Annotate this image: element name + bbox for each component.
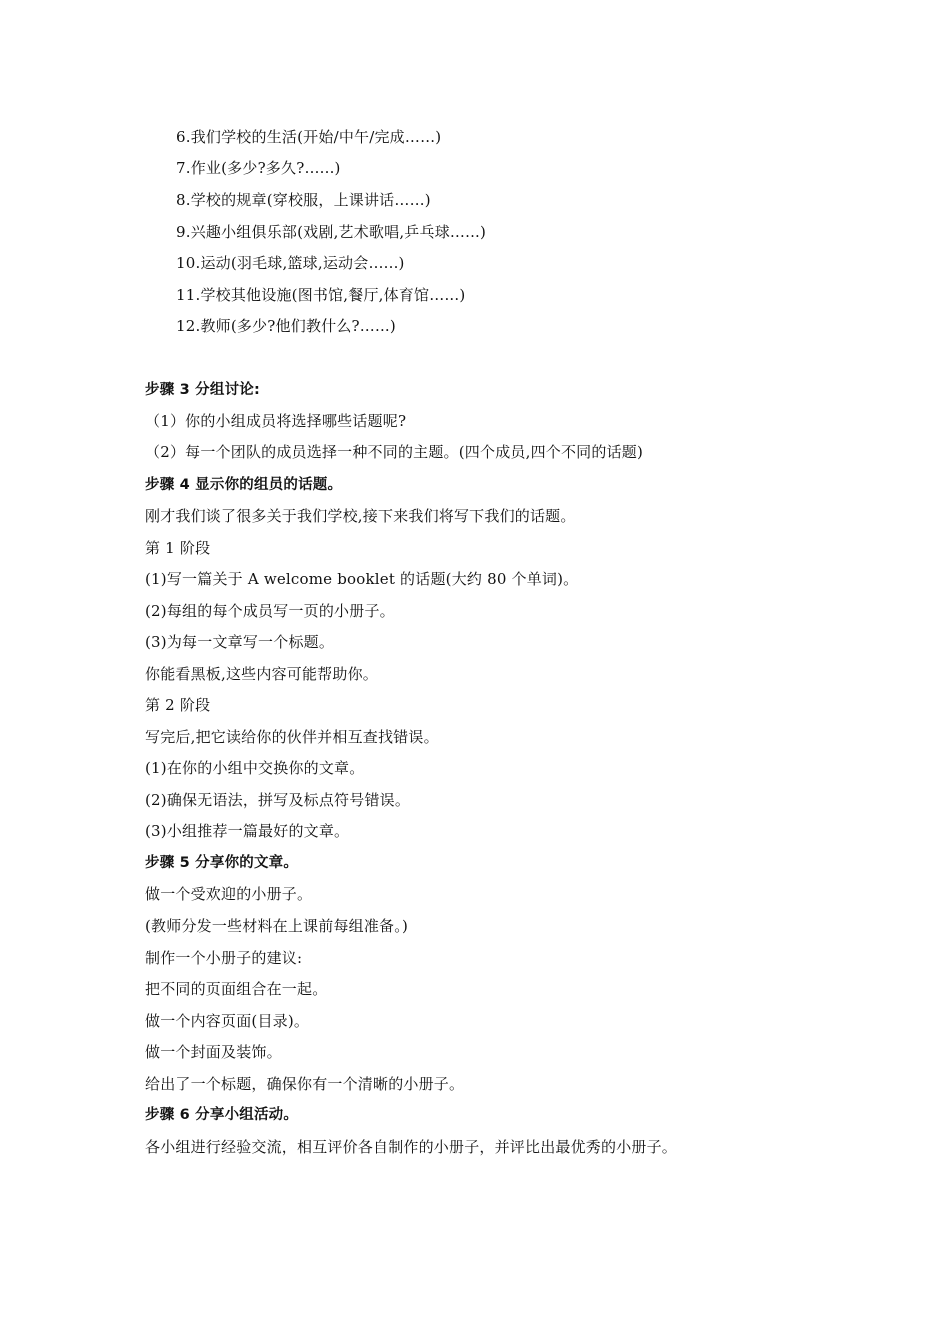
- step4-line: (1)在你的小组中交换你的文章。: [145, 759, 365, 777]
- topic-item: 9.兴趣小组俱乐部(戏剧,艺术歌唱,乒乓球…...): [176, 223, 487, 241]
- step3-line: （1）你的小组成员将选择哪些话题呢?: [145, 412, 407, 430]
- step4-line: 刚才我们谈了很多关于我们学校,接下来我们将写下我们的话题。: [145, 507, 576, 525]
- topic-item: 10.运动(羽毛球,篮球,运动会…...): [176, 254, 405, 272]
- step5-line: 制作一个小册子的建议:: [145, 949, 303, 967]
- step4-line: (3)为每一文章写一个标题。: [145, 633, 335, 651]
- step5-line: 做一个封面及装饰。: [145, 1043, 282, 1061]
- step4-heading: 步骤 4 显示你的组员的话题。: [145, 477, 343, 493]
- topic-item: 12.教师(多少?他们教什么?…...): [176, 317, 396, 335]
- step3-line: （2）每一个团队的成员选择一种不同的主题。(四个成员,四个不同的话题): [145, 443, 644, 461]
- step5-line: 把不同的页面组合在一起。: [145, 980, 328, 998]
- step4-line: (1)写一篇关于 A welcome booklet 的话题(大约 80 个单词)。: [145, 570, 579, 588]
- step6-heading: 步骤 6 分享小组活动。: [145, 1107, 299, 1123]
- step4-line: 写完后,把它读给你的伙伴并相互查找错误。: [145, 728, 439, 746]
- topic-item: 6.我们学校的生活(开始/中午/完成……): [176, 128, 442, 146]
- step4-line: (2)每组的每个成员写一页的小册子。: [145, 602, 395, 620]
- step5-heading: 步骤 5 分享你的文章。: [145, 855, 299, 871]
- topic-item: 11.学校其他设施(图书馆,餐厅,体育馆…...): [176, 286, 466, 304]
- step3-heading: 步骤 3 分组讨论:: [145, 382, 260, 398]
- step4-line: (2)确保无语法，拼写及标点符号错误。: [145, 791, 411, 809]
- topic-item: 7.作业(多少?多久?…...): [176, 159, 341, 177]
- stage-1-label: 第 1 阶段: [145, 539, 211, 557]
- step4-line: (3)小组推荐一篇最好的文章。: [145, 822, 350, 840]
- step5-line: (教师分发一些材料在上课前每组准备。): [145, 917, 409, 935]
- step5-line: 做一个受欢迎的小册子。: [145, 885, 313, 903]
- stage-2-label: 第 2 阶段: [145, 696, 211, 714]
- step4-line: 你能看黑板,这些内容可能帮助你。: [145, 665, 378, 683]
- topic-item: 8.学校的规章(穿校服，上课讲话……): [176, 191, 431, 209]
- step5-line: 给出了一个标题，确保你有一个清晰的小册子。: [145, 1075, 465, 1093]
- step5-line: 做一个内容页面(目录)。: [145, 1012, 310, 1030]
- step6-line: 各小组进行经验交流，相互评价各自制作的小册子，并评比出最优秀的小册子。: [145, 1138, 678, 1156]
